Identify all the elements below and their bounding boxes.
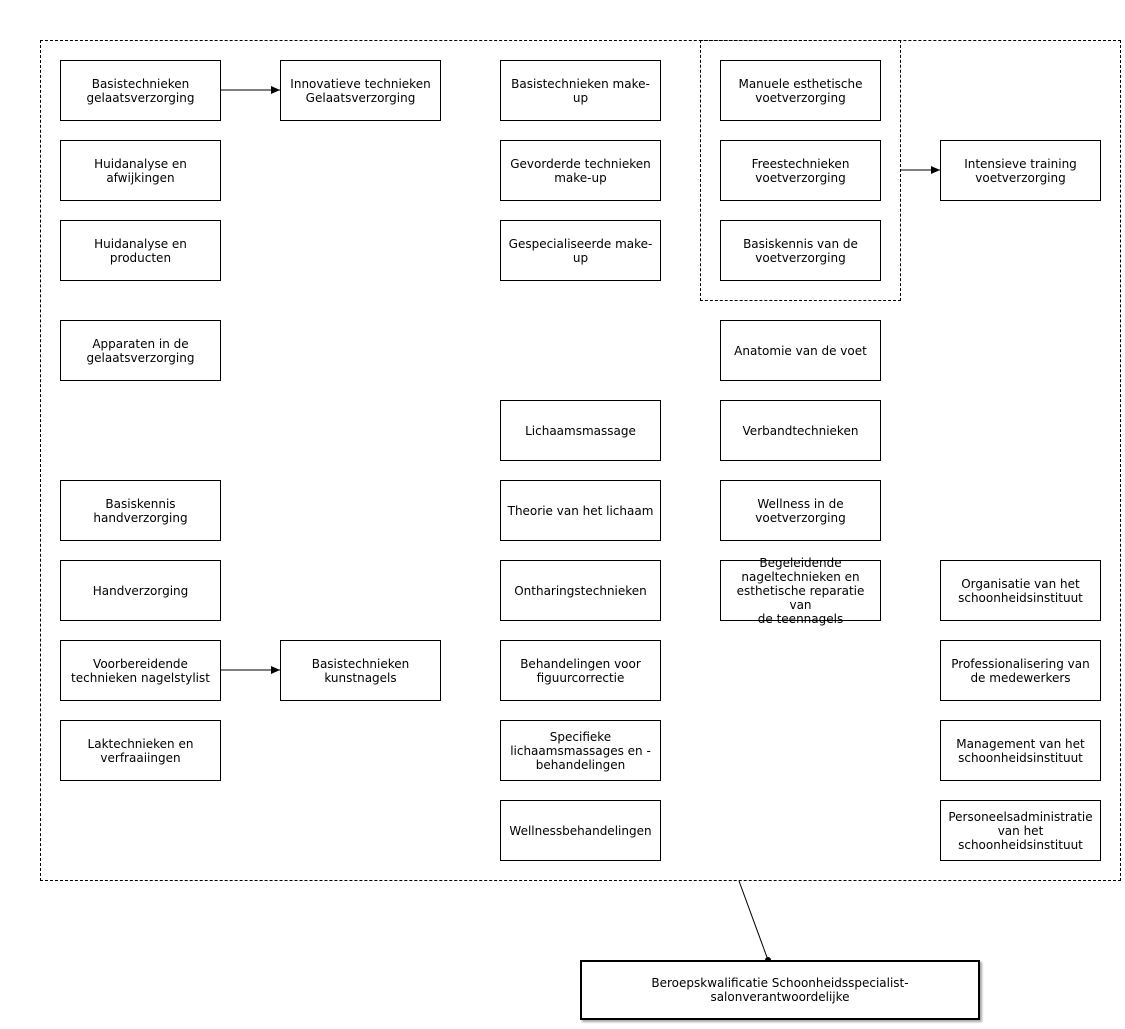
module-figuurcorrectie: Behandelingen voor figuurcorrectie (500, 640, 661, 701)
module-begeleidende-nageltechnieken: Begeleidende nageltechnieken en esthetische reparatie van de teennagels (720, 560, 881, 621)
module-handverzorging: Handverzorging (60, 560, 221, 621)
module-gespecialiseerde-makeup: Gespecialiseerde make- up (500, 220, 661, 281)
module-freestechnieken: Freestechnieken voetverzorging (720, 140, 881, 201)
module-voorbereidende-technieken: Voorbereidende technieken nagelstylist (60, 640, 221, 701)
module-basistechnieken-kunstnagels: Basistechnieken kunstnagels (280, 640, 441, 701)
module-ontharingstechnieken: Ontharingstechnieken (500, 560, 661, 621)
module-personeelsadministratie: Personeelsadministratie van het schoonheidsinstituut (940, 800, 1101, 861)
module-specifieke-lichaamsmassages: Specifieke lichaamsmassages en - behandelingen (500, 720, 661, 781)
module-innovatieve-technieken: Innovatieve technieken Gelaatsverzorging (280, 60, 441, 121)
module-management: Management van het schoonheidsinstituut (940, 720, 1101, 781)
module-anatomie-voet: Anatomie van de voet (720, 320, 881, 381)
link-group-to-qualification (739, 881, 768, 960)
module-organisatie: Organisatie van het schoonheidsinstituut (940, 560, 1101, 621)
module-gevorderde-makeup: Gevorderde technieken make-up (500, 140, 661, 201)
module-lichaamsmassage: Lichaamsmassage (500, 400, 661, 461)
module-theorie-lichaam: Theorie van het lichaam (500, 480, 661, 541)
module-professionalisering: Professionalisering van de medewerkers (940, 640, 1101, 701)
module-wellness-voetverzorging: Wellness in de voetverzorging (720, 480, 881, 541)
module-verbandtechnieken: Verbandtechnieken (720, 400, 881, 461)
module-basiskennis-voetverzorging: Basiskennis van de voetverzorging (720, 220, 881, 281)
module-huidanalyse-afwijkingen: Huidanalyse en afwijkingen (60, 140, 221, 201)
module-apparaten-gelaatsverzorging: Apparaten in de gelaatsverzorging (60, 320, 221, 381)
module-basistechnieken-gelaatsverzorging: Basistechnieken gelaatsverzorging (60, 60, 221, 121)
qualification-box: Beroepskwalificatie Schoonheidsspecialist- salonverantwoordelijke (580, 960, 980, 1020)
module-huidanalyse-producten: Huidanalyse en producten (60, 220, 221, 281)
module-basistechnieken-makeup: Basistechnieken make-up (500, 60, 661, 121)
module-wellnessbehandelingen: Wellnessbehandelingen (500, 800, 661, 861)
module-laktechnieken: Laktechnieken en verfraaiingen (60, 720, 221, 781)
module-basiskennis-handverzorging: Basiskennis handverzorging (60, 480, 221, 541)
module-manuele-voetverzorging: Manuele esthetische voetverzorging (720, 60, 881, 121)
module-intensieve-training: Intensieve training voetverzorging (940, 140, 1101, 201)
